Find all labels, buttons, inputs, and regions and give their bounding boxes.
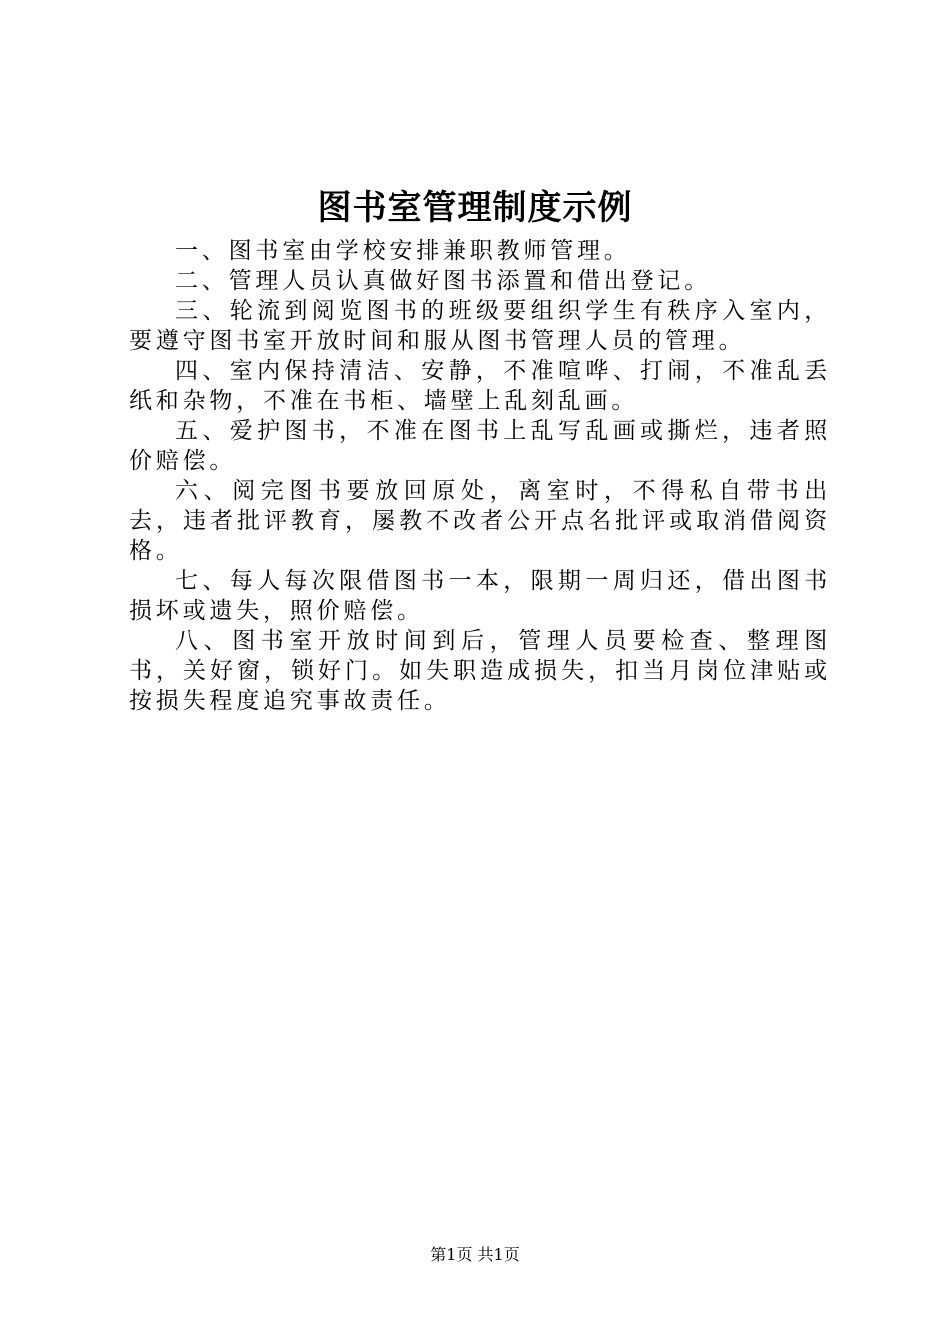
rule-paragraph: 五、爱护图书，不准在图书上乱写乱画或撕烂，违者照价赔偿。 bbox=[129, 418, 831, 474]
rule-paragraph: 六、阅完图书要放回原处，离室时，不得私自带书出去，违者批评教育，屡教不改者公开点名批评或取消借阅资格。 bbox=[129, 478, 831, 564]
rule-paragraph: 二、管理人员认真做好图书添置和借出登记。 bbox=[175, 268, 711, 294]
rule-paragraph: 七、每人每次限借图书一本，限期一周归还，借出图书损坏或遗失，照价赔偿。 bbox=[129, 568, 831, 624]
rule-paragraph: 三、轮流到阅览图书的班级要组织学生有秩序入室内，要遵守图书室开放时间和服从图书管理人员的管理。 bbox=[129, 298, 831, 354]
rule-paragraph: 八、图书室开放时间到后，管理人员要检查、整理图书，关好窗，锁好门。如失职造成损失，扣当月岗位津贴或按损失程度追究事故责任。 bbox=[129, 628, 831, 714]
rule-paragraph: 四、室内保持清洁、安静，不准喧哗、打闹，不准乱丢纸和杂物，不准在书柜、墙壁上乱刻乱画。 bbox=[129, 358, 831, 414]
document-title: 图书室管理制度示例 bbox=[317, 188, 633, 228]
rule-paragraph: 一、图书室由学校安排兼职教师管理。 bbox=[175, 238, 631, 264]
document-body bbox=[129, 236, 831, 716]
page-footer: 第1页 共1页 bbox=[430, 1245, 520, 1264]
